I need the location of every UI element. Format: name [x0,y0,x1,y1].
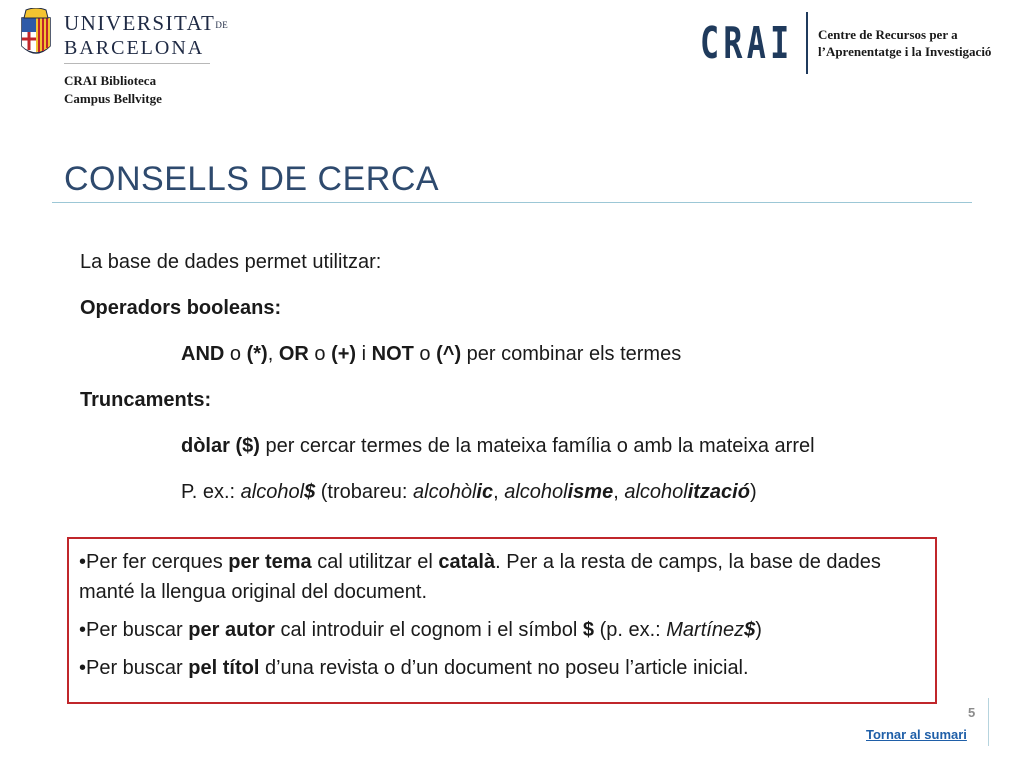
intro-text: La base de dades permet utilitzar: [80,251,382,273]
example-result-suffix: isme [567,481,614,503]
library-line1: CRAI Biblioteca [64,73,157,88]
trunc-line [80,432,815,478]
crai-divider [806,12,808,74]
text-fragment: i [356,343,372,365]
example-author [666,619,755,641]
example-result-suffix: ització [687,481,750,503]
trunc-heading [80,386,815,432]
crai-tagline [818,26,991,60]
crai-tagline-line2: l’Aprenentatge i la Investigació [818,44,992,59]
and-symbol: (*) [246,343,268,365]
text-fragment: , [493,481,505,503]
booleans-heading [80,294,815,340]
booleans-line [80,340,815,386]
trunc-heading-label: Truncaments: [80,389,212,411]
note-author-search [79,615,925,645]
crai-mark: CRAI [700,18,794,69]
example-prefix: P. ex.: [181,481,241,503]
university-shield-icon [18,8,54,60]
university-logo [18,8,229,64]
text-fragment: o [413,343,437,365]
text-fragment: (p. ex.: [594,619,667,641]
search-notes-box [67,537,937,704]
page-number: 5 [968,705,976,720]
example-result-suffix: ic [476,481,494,503]
title-underline [52,202,972,203]
example-result-2 [504,481,613,503]
text-fragment: , [267,343,279,365]
example-word-symbol: $ [304,481,316,503]
emphasis: per autor [188,619,275,641]
example-author-name: Martínez [666,619,745,641]
emphasis: per tema [228,551,312,573]
crai-tagline-line1: Centre de Recursos per a [818,27,958,42]
trunc-term: dòlar ($) [181,435,260,457]
text-fragment: d’una revista o d’un document no poseu l’article inicial. [259,657,749,679]
emphasis: $ [582,619,595,641]
example-result-3 [624,481,750,503]
not-symbol: (^) [436,343,462,365]
or-operator: OR [278,343,309,365]
example-word [241,481,316,503]
and-operator: AND [181,343,225,365]
back-to-summary-link[interactable]: Tornar al sumari [866,727,967,742]
text-fragment: o [308,343,332,365]
footer-divider [988,698,989,746]
text-fragment: ) [755,619,762,641]
text-fragment: cal introduir el cognom i el símbol [274,619,583,641]
example-result-root: alcohol [504,481,568,503]
note-title-search [79,653,925,683]
university-line1: UNIVERSITAT [64,11,216,35]
university-de: DE [215,20,229,30]
example-line [80,478,815,524]
example-result-root: alcohol [624,481,688,503]
example-result-root: alcohòl [413,481,477,503]
text-fragment: •Per fer cerques [79,551,229,573]
example-word-root: alcohol [240,481,305,503]
text-fragment: cal utilitzar el [311,551,439,573]
note-subject-search [79,547,925,607]
booleans-heading-label: Operadors booleans: [80,297,282,319]
text-fragment: . Per a la resta de camps, la base de dades manté la llengua original del document. [79,551,881,603]
university-line2: BARCELONA [64,37,205,59]
example-author-symbol: $ [744,619,756,641]
crai-logo [700,12,1020,76]
text-fragment: o [224,343,247,365]
text-fragment: •Per buscar [79,657,189,679]
university-name [64,11,228,59]
library-line2: Campus Bellvitge [64,91,162,106]
header-divider [64,63,210,64]
emphasis: pel títol [188,657,260,679]
trunc-description: per cercar termes de la mateixa família o amb la mateixa arrel [259,435,815,457]
or-symbol: (+) [331,343,357,365]
booleans-description: per combinar els termes [461,343,682,365]
library-name [64,72,162,108]
text-fragment: ) [749,481,757,503]
emphasis: català [438,551,496,573]
text-fragment: , [613,481,625,503]
example-result-1 [413,481,493,503]
text-fragment: (trobareu: [315,481,414,503]
not-operator: NOT [371,343,414,365]
page-title: CONSELLS DE CERCA [64,160,440,198]
text-fragment: •Per buscar [79,619,189,641]
main-content [80,248,815,524]
